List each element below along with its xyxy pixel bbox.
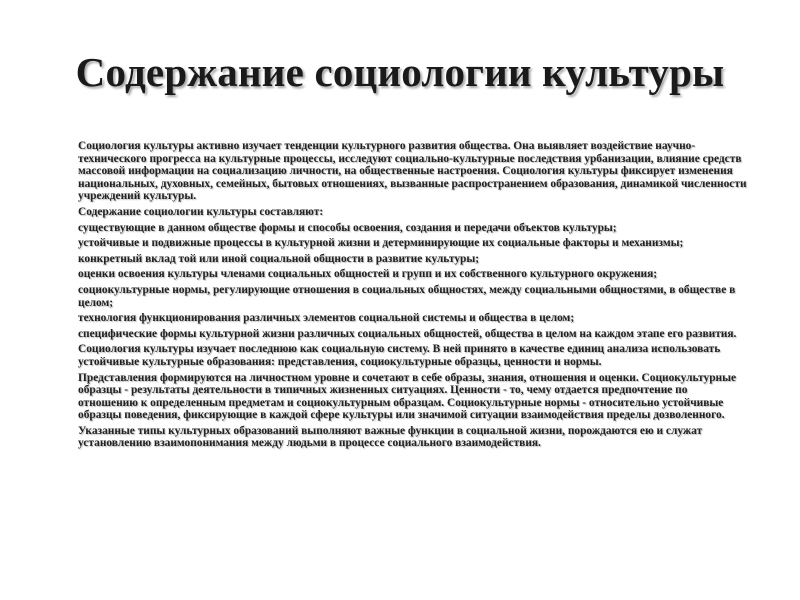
paragraph-system: Социология культуры изучает последнюю как социальную систему. В ней принято в качестве единиц анализа использовать устойчивые культурные образования: представления, социокультурные образцы, ценности и нормы. [78,343,721,368]
slide-body [78,140,748,453]
list-item: конкретный вклад той или иной социальной общности в развитие культуры; [78,252,480,265]
list-item: технология функционирования различных элементов социальной системы и общества в целом; [78,312,575,325]
paragraph-definitions: Представления формируются на личностном уровне и сочетают в себе образы, знания, отношения и оценки. Социокультурные образцы - результаты деятельности в типичных жизненных ситуациях. Ценности - то, чему отдается предпочтение по отношению к определенным предметам и социокультурным образцам. Социокультурные нормы - относительно устойчивые образцы поведения, фиксирующие в каждой сфере культуры или значимой ситуации взаимодействия пределы дозволенного. [78,371,737,422]
slide-title: Содержание социологии культуры [75,49,725,95]
paragraph-list-heading: Содержание социологии культуры составляют: [78,205,324,218]
list-item: оценки освоения культуры членами социальных общностей и групп и их собственного культурного окружения; [78,268,658,281]
list-item: социокультурные нормы, регулирующие отношения в социальных общностях, между социальными общностями, в обществе в целом; [78,283,736,309]
list-item: устойчивые и подвижные процессы в культурной жизни и детерминирующие их социальные факторы и механизмы; [78,237,684,250]
list-item: существующие в данном обществе формы и способы освоения, создания и передачи объектов культуры; [78,221,617,234]
paragraph-functions: Указанные типы культурных образований выполняют важные функции в социальной жизни, порождаются ею и служат установлению взаимопонимания между людьми в процессе социального взаимодействия. [78,424,703,450]
list-item: специфические формы культурной жизни различных социальных общностей, общества в целом на каждом этапе его развития. [78,327,737,340]
paragraph-intro: Социология культуры активно изучает тенденции культурного развития общества. Она выявляет воздействие научно-технического прогресса на культурные процессы, исследуют социально-культурные последствия урбанизации, влияние средств массовой информации на социализацию личности, на общественные настроения. Социология культуры фиксирует изменения национальных, духовных, семейных, бытовых отношениях, вызванные распространением образования, динамикой численности учреждений культуры. [78,140,747,203]
